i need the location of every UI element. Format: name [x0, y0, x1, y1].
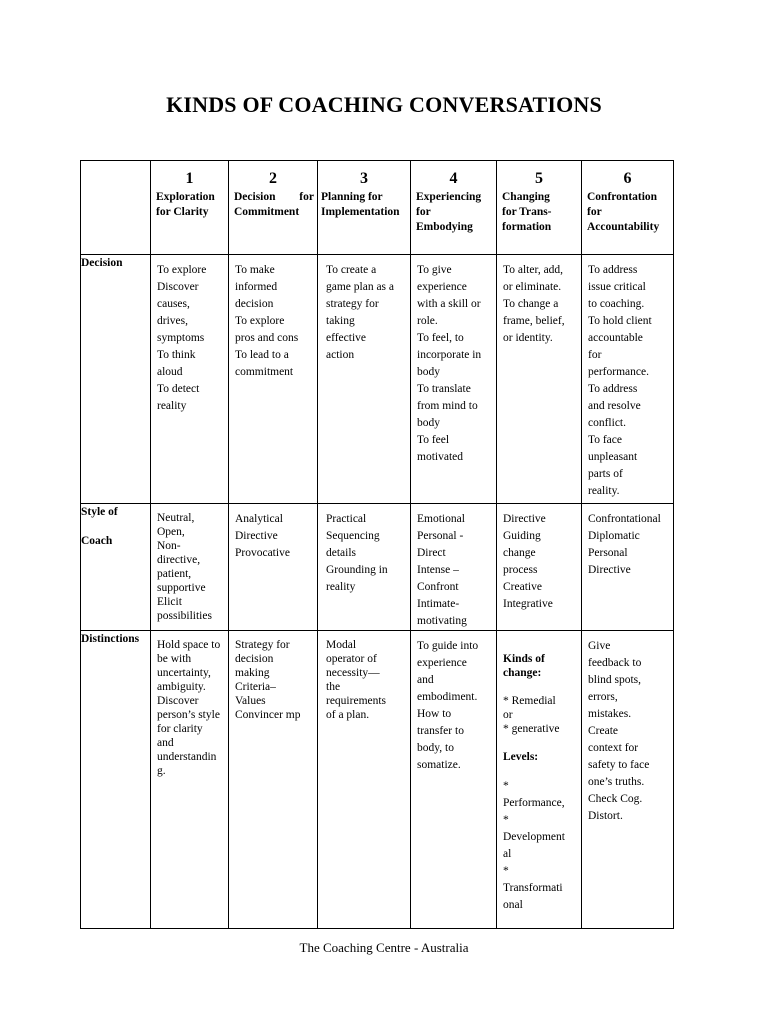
column-header-2	[229, 161, 318, 255]
row-label-style	[81, 504, 151, 631]
column-label: Confrontation for Accountability	[587, 191, 660, 233]
row-label-style-line1: Style of	[81, 506, 118, 518]
column-header-4	[411, 161, 497, 255]
distinctions-cell-4: To guide into experience and embodiment. How to transfer to body, to somatize.	[417, 640, 479, 771]
column-header-5	[497, 161, 582, 255]
levels-heading: Levels:	[503, 751, 539, 763]
kinds-of-change-items: * Remedial or * generative	[503, 695, 560, 735]
decision-row	[81, 255, 674, 504]
column-label: Planning for Implementation	[321, 191, 400, 218]
distinctions-cell-6: Give feedback to blind spots, errors, mistakes. Create context for safety to face one’s truths. Check Cog. Distort.	[588, 640, 650, 822]
footer-text: The Coaching Centre - Australia	[299, 940, 469, 955]
decision-cell-2: To make informed decision To explore pros and cons To lead to a commitment	[235, 264, 299, 378]
decision-cell-1: To explore Discover causes, drives, symptoms To think aloud To detect reality	[157, 264, 207, 412]
column-label: Exploration for Clarity	[156, 191, 215, 218]
style-cell-6: Confrontational Diplomatic Personal Directive	[588, 513, 661, 576]
style-cell-1: Neutral, Open, Non- directive, patient, supportive Elicit possibilities	[157, 512, 212, 622]
row-label-decision: Decision	[81, 255, 151, 504]
style-cell-3: Practical Sequencing details Grounding in reality	[326, 513, 388, 593]
column-number: 5	[535, 170, 543, 187]
style-row	[81, 504, 674, 631]
decision-cell-5: To alter, add, or eliminate. To change a frame, belief, or identity.	[503, 264, 565, 344]
coaching-conversations-table	[80, 160, 674, 929]
distinctions-cell-2: Strategy for decision making Criteria– Values Convincer mp	[235, 639, 301, 721]
distinctions-cell-1: Hold space to be with uncertainty, ambiguity. Discover person’s style for clarity and understandin g.	[157, 639, 221, 777]
kinds-of-change-heading: Kinds of change:	[503, 653, 545, 679]
page-title: KINDS OF COACHING CONVERSATIONS	[166, 92, 602, 117]
corner-cell	[81, 161, 151, 255]
decision-cell-4: To give experience with a skill or role. To feel, to incorporate in body To translate from mind to body To feel motivated	[417, 264, 482, 463]
decision-cell-3: To create a game plan as a strategy for taking effective action	[326, 264, 395, 361]
row-label-style-line2: Coach	[81, 535, 113, 547]
column-label: Experiencing for Embodying	[416, 191, 482, 233]
column-number: 1	[185, 170, 194, 187]
column-header-1	[151, 161, 229, 255]
style-cell-2: Analytical Directive Provocative	[235, 513, 290, 559]
column-header-6	[582, 161, 674, 255]
distinctions-cell-3: Modal operator of necessity— the requirements of a plan.	[326, 639, 387, 721]
header-row	[81, 161, 674, 255]
distinctions-cell-5	[497, 631, 581, 928]
column-label: Changing for Trans- formation	[502, 191, 552, 233]
column-header-3	[318, 161, 411, 255]
column-number: 2	[269, 170, 277, 187]
column-number: 3	[360, 170, 368, 187]
style-cell-5: Directive Guiding change process Creative Integrative	[503, 513, 553, 610]
column-number: 6	[623, 170, 632, 187]
levels-items: * Performance, * Development al * Transformati onal	[503, 780, 565, 911]
distinctions-row	[81, 631, 674, 929]
row-label-distinctions: Distinctions	[81, 631, 151, 929]
column-label: Decision for Commitment	[234, 191, 314, 218]
decision-cell-6: To address issue critical to coaching. To hold client accountable for performance. To address and resolve conflict. To face unpleasant parts of reality.	[588, 264, 652, 497]
style-cell-4: Emotional Personal - Direct Intense – Confront Intimate- motivating	[417, 513, 467, 627]
column-number: 4	[449, 170, 458, 187]
